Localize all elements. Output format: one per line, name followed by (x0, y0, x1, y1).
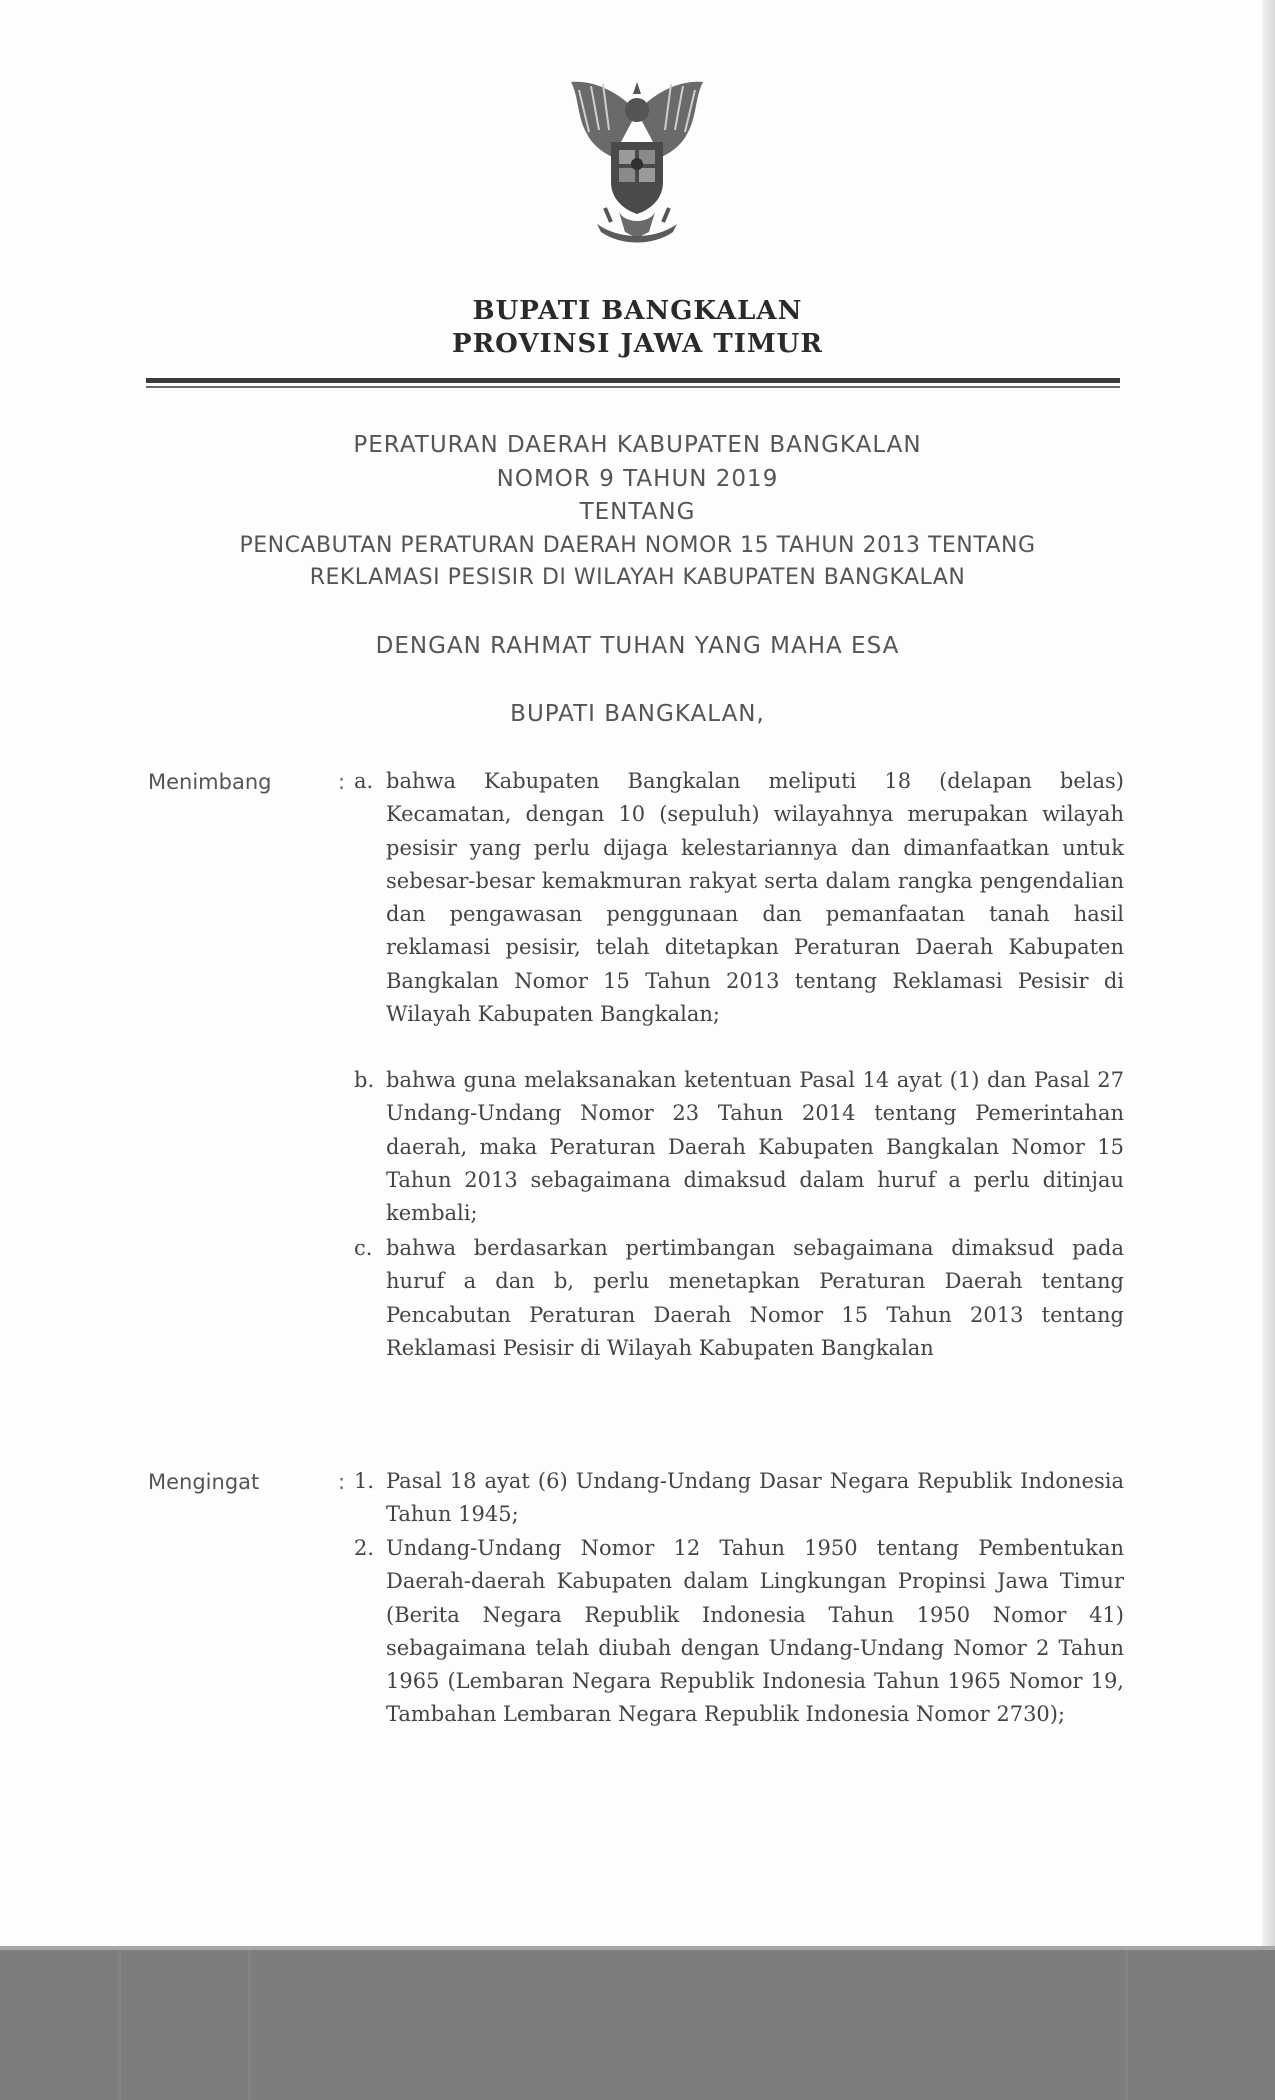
mengingat-item-1 (354, 1465, 1124, 1532)
item-marker: 2. (354, 1536, 375, 1560)
header-subtitle: PROVINSI JAWA TIMUR (452, 329, 823, 359)
regulation-title: PERATURAN DAERAH KABUPATEN BANGKALAN (353, 432, 922, 458)
header-title: BUPATI BANGKALAN (472, 296, 803, 326)
item-text: bahwa Kabupaten Bangkalan meliputi 18 (delapan belas) Kecamatan, dengan 10 (sepuluh) wilayahnya merupakan wilayah pesisir yang perlu dijaga kelestariannya dan dimanfaatkan untuk sebesar-besar kemakmuran rakyat serta dalam rangka pengendalian dan pengawasan penggunaan dan pemanfaatan tanah hasil reklamasi pesisir, telah ditetapkan Peraturan Daerah Kabupaten Bangkalan Nomor 15 Tahun 2013 tentang Reklamasi Pesisir di Wilayah Kabupaten Bangkalan; (386, 769, 1124, 1027)
item-marker: c. (354, 1236, 373, 1260)
scan-background-seam (248, 1950, 251, 2100)
item-marker: b. (354, 1068, 375, 1092)
menimbang-colon: : (338, 770, 346, 794)
regulation-subject-line1: PENCABUTAN PERATURAN DAERAH NOMOR 15 TAHUN 2013 TENTANG (239, 533, 1036, 558)
menimbang-item-a (354, 765, 1124, 1031)
page-edge-shadow (1262, 0, 1275, 1950)
scan-background (0, 1950, 1275, 2100)
mengingat-colon: : (338, 1470, 346, 1494)
item-marker: 1. (354, 1469, 375, 1493)
item-text: Pasal 18 ayat (6) Undang-Undang Dasar Negara Republik Indonesia Tahun 1945; (386, 1469, 1124, 1527)
scan-background-seam (1125, 1950, 1128, 2100)
menimbang-item-c (354, 1232, 1124, 1365)
scan-background-seam (118, 1950, 121, 2100)
mengingat-item-2 (354, 1532, 1124, 1732)
authority-line: BUPATI BANGKALAN, (510, 701, 765, 727)
menimbang-label: Menimbang (148, 770, 272, 794)
header-rule-thin (146, 386, 1120, 388)
regulation-number: NOMOR 9 TAHUN 2019 (496, 466, 779, 492)
regulation-subject-line2: REKLAMASI PESISIR DI WILAYAH KABUPATEN BANGKALAN (309, 565, 966, 590)
regulation-tentang: TENTANG (579, 499, 696, 525)
item-text: bahwa berdasarkan pertimbangan sebagaimana dimaksud pada huruf a dan b, perlu menetapkan Peraturan Daerah tentang Pencabutan Peraturan Daerah Nomor 15 Tahun 2013 tentang Reklamasi Pesisir di Wilayah Kabupaten Bangkalan (386, 1236, 1124, 1360)
blessing-line: DENGAN RAHMAT TUHAN YANG MAHA ESA (375, 633, 900, 659)
item-text: Undang-Undang Nomor 12 Tahun 1950 tentang Pembentukan Daerah-daerah Kabupaten dalam Lingkungan Propinsi Jawa Timur (Berita Negara Republik Indonesia Tahun 1950 Nomor 41) sebagaimana telah diubah dengan Undang-Undang Nomor 2 Tahun 1965 (Lembaran Negara Republik Indonesia Tahun 1965 Nomor 19, Tambahan Lembaran Negara Republik Indonesia Nomor 2730); (386, 1536, 1124, 1727)
mengingat-label: Mengingat (148, 1470, 260, 1494)
item-text: bahwa guna melaksanakan ketentuan Pasal 14 ayat (1) dan Pasal 27 Undang-Undang Nomor 23 Tahun 2014 tentang Pemerintahan daerah, maka Peraturan Daerah Kabupaten Bangkalan Nomor 15 Tahun 2013 sebagaimana dimaksud dalam huruf a perlu ditinjau kembali; (386, 1068, 1124, 1226)
garuda-emblem-icon (549, 72, 725, 252)
item-marker: a. (354, 769, 374, 793)
menimbang-item-b (354, 1064, 1124, 1230)
header-rule-thick (146, 378, 1120, 383)
